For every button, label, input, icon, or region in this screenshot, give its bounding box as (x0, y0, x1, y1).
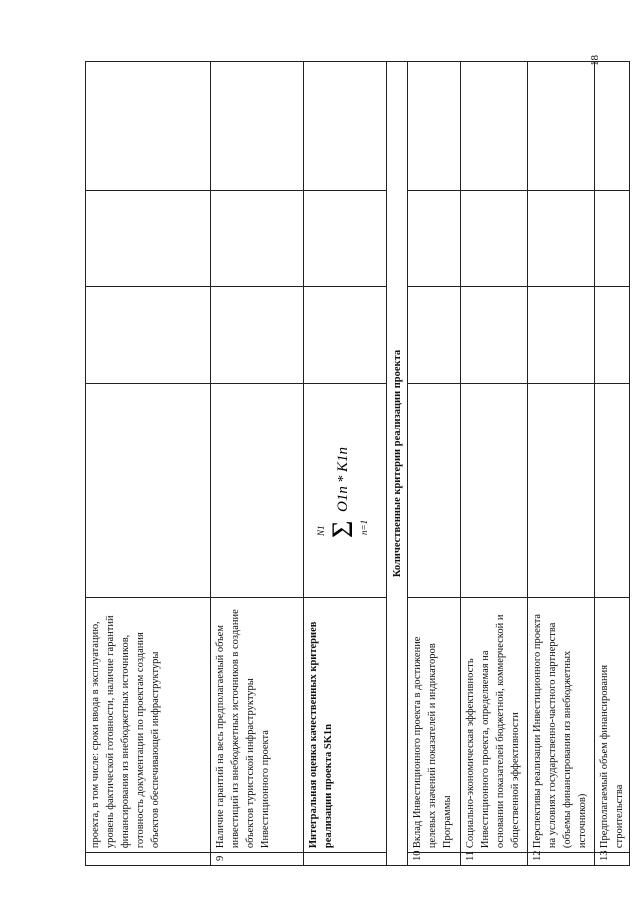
criteria-table (85, 61, 630, 866)
criterion-text: Вклад Инвестиционного проекта в достижение целевых значений показателей и индикаторов Программы (408, 598, 461, 853)
integral-formula-cell (304, 383, 387, 597)
empty-cell (528, 383, 595, 597)
criterion-text: Социально-экономическая эффективность Инвестиционного проекта, определяемая на основании показателей бюджетной, коммерческой и общественной эффективности (461, 598, 528, 853)
empty-cell (304, 62, 387, 191)
empty-cell (211, 287, 304, 383)
empty-cell (408, 287, 461, 383)
empty-cell (528, 190, 595, 286)
empty-cell (304, 190, 387, 286)
sum-upper-limit: N1 (315, 525, 326, 537)
empty-cell (304, 287, 387, 383)
empty-cell (461, 383, 528, 597)
empty-cell (86, 383, 211, 597)
empty-cell (528, 287, 595, 383)
row-number: 12 (528, 853, 595, 866)
empty-cell (595, 190, 630, 286)
empty-cell (595, 383, 630, 597)
empty-cell (86, 190, 211, 286)
formula-term-k: K1n (334, 447, 351, 473)
row-number: 9 (211, 853, 304, 866)
rotated-table-container (85, 61, 625, 866)
empty-cell (408, 62, 461, 191)
table-row-13 (595, 62, 630, 866)
row-number: 13 (595, 853, 630, 866)
sum-lower-limit: n=1 (358, 520, 369, 536)
integral-criterion-text: Интегральная оценка качественных критериев реализации проекта SK1n (304, 598, 387, 853)
table-row-11 (461, 62, 528, 866)
table-row-9 (211, 62, 304, 866)
section-header-row (387, 62, 408, 866)
row-number: 10 (408, 853, 461, 866)
table-row-10 (408, 62, 461, 866)
empty-cell (461, 190, 528, 286)
empty-cell (408, 383, 461, 597)
empty-cell (408, 190, 461, 286)
empty-cell (211, 383, 304, 597)
empty-cell (461, 287, 528, 383)
empty-cell (528, 62, 595, 191)
empty-cell (211, 62, 304, 191)
criterion-text: Перспективы реализации Инвестиционного проекта на условиях государственно-частного партнерства (объемы финансирования из внебюджетных источников) (528, 598, 595, 853)
table-row-continued (86, 62, 211, 866)
empty-cell (86, 62, 211, 191)
formula-operator: * (335, 475, 351, 483)
empty-cell (86, 287, 211, 383)
row-number: 11 (461, 853, 528, 866)
empty-cell (595, 287, 630, 383)
empty-cell (595, 62, 630, 191)
page-number: 18 (589, 55, 601, 66)
criterion-text: Наличие гарантий на весь предполагаемый объем инвестиций из внебюджетных источников в создание объектов туристской инфраструктуры Инвестиционного проекта (211, 598, 304, 853)
summation-formula (315, 442, 371, 538)
section-title: Количественные критерии реализации проекта (387, 62, 408, 866)
sigma-icon: Σ (325, 520, 359, 539)
empty-cell (211, 190, 304, 286)
table-row-integral (304, 62, 387, 866)
row-number-cell (86, 853, 211, 866)
table-row-12 (528, 62, 595, 866)
empty-cell (461, 62, 528, 191)
formula-term-o: O1n (334, 486, 351, 513)
row-number-cell (304, 853, 387, 866)
criterion-text: проекта, в том числе: сроки ввода в эксплуатацию, уровень фактической готовности, наличие гарантий финансирования из внебюджетных источников, готовность документации по проектам создания объектов обеспечивающей инфраструктуры (86, 598, 211, 853)
criterion-text: Предполагаемый объем финансирования строительства (595, 598, 630, 853)
